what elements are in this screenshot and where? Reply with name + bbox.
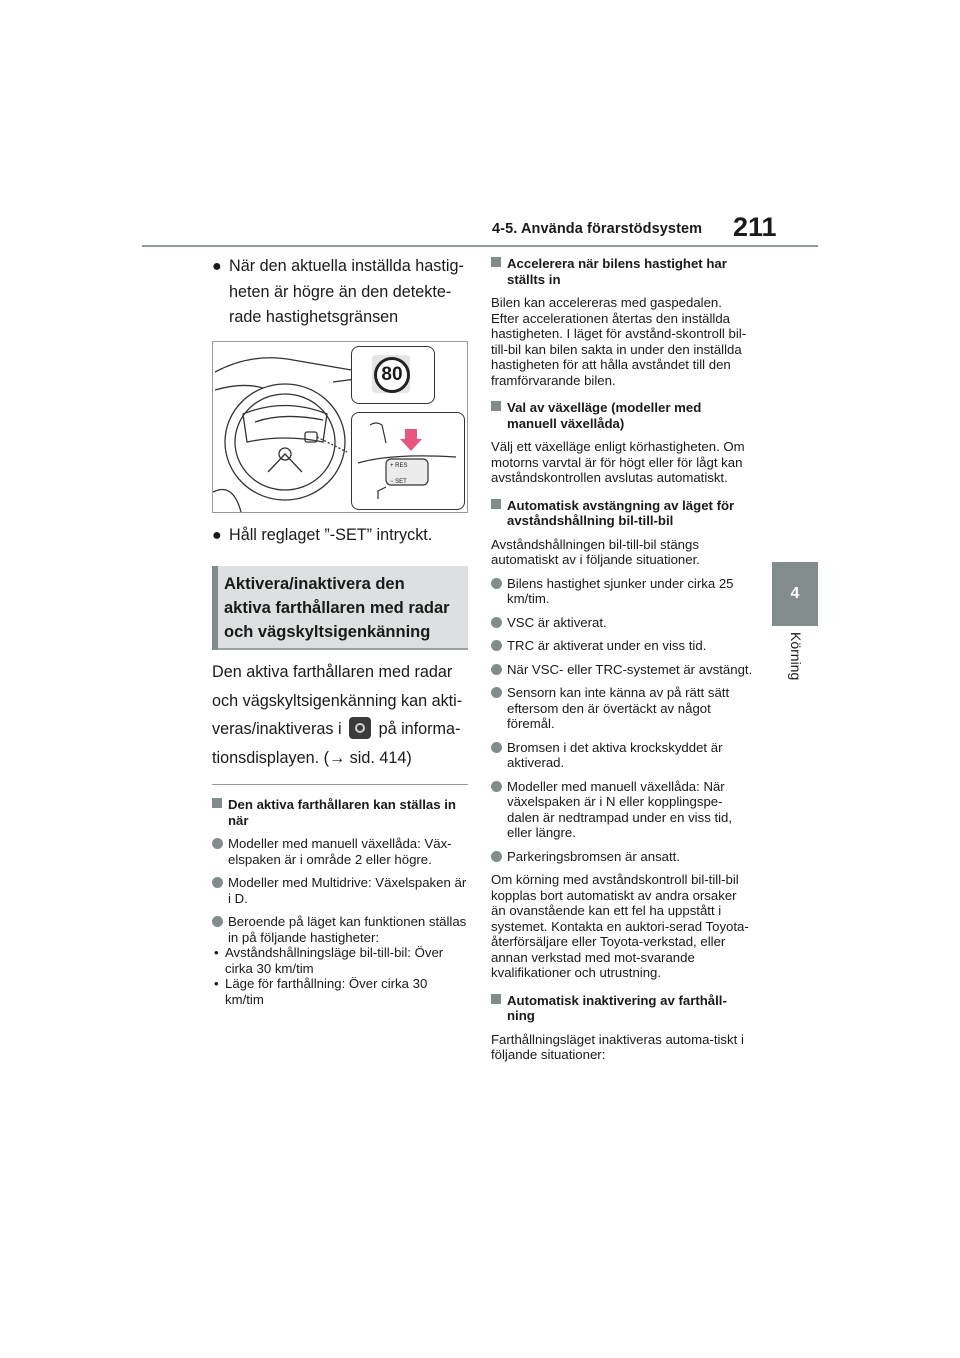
- circle-bullet-icon: [491, 687, 502, 698]
- circle-bullet-icon: [491, 851, 502, 862]
- note-paragraph: Välj ett växelläge enligt körhastigheten. Om motorns varvtal är för högt eller för lågt kan avståndskontrollen avslutas automatiskt.: [491, 439, 745, 485]
- inset-switch: [351, 412, 465, 510]
- note-paragraph: Bilen kan accelereras med gaspedalen. Efter accelerationen återtas den inställda hastigheten. I läget för avstånd-skontroll bil-till-bil kan bilen sakta in under den inställda hastigheten för att hålla avståndet till den framförvarande bilen.: [491, 295, 747, 388]
- circle-bullet-icon: [491, 617, 502, 628]
- note-item: [491, 849, 753, 865]
- note-item: [212, 914, 468, 945]
- sub-bullet-icon: •: [214, 976, 219, 992]
- note-paragraph: Avståndshållningen bil-till-bil stängs automatiskt av i följande situationer.: [491, 536, 700, 567]
- note-heading-text: Den aktiva farthållaren kan ställas in när: [228, 797, 456, 828]
- note-paragraph: Farthållningsläget inaktiveras automa-tiskt i följande situationer:: [491, 1031, 744, 1062]
- note-item-text: Bilens hastighet sjunker under cirka 25 km/tim.: [507, 575, 734, 606]
- switch-minus-label: − SET: [390, 478, 407, 485]
- steering-wheel-illustration: [212, 341, 468, 513]
- section-heading: [212, 566, 468, 650]
- note-subitem-text: Avståndshållningsläge bil-till-bil: Över cirka 30 km/tim: [225, 945, 444, 976]
- circle-bullet-icon: [212, 877, 223, 888]
- bullet-line: rade hastighetsgränsen: [229, 308, 399, 326]
- paragraph-fragment: veras/inaktiveras i: [212, 720, 342, 739]
- paragraph-line: Den aktiva farthållaren med radar: [212, 663, 453, 681]
- note-heading-text: Accelerera när bilens hastighet har ställts in: [507, 256, 727, 287]
- note-subitem: [212, 945, 468, 976]
- circle-bullet-icon: [491, 578, 502, 589]
- note-heading: [491, 256, 753, 287]
- note-heading-text: Automatisk avstängning av läget för avståndshållning bil-till-bil: [507, 497, 735, 528]
- settings-gear-icon: [349, 717, 371, 739]
- note-item-text: Modeller med manuell växellåda: Väx-elspaken är i område 2 eller högre.: [228, 836, 452, 867]
- header-divider: [142, 245, 818, 247]
- right-column: [491, 256, 753, 1063]
- heading-accent-bar: [212, 566, 218, 650]
- square-marker-icon: [491, 401, 501, 411]
- note-subitem-text: Läge för farthållning: Över cirka 30 km/tim: [225, 976, 428, 1007]
- note-item-text: Bromsen i det aktiva krockskyddet är aktiverad.: [507, 739, 723, 770]
- note-heading-text: Val av växelläge (modeller med manuell växellåda): [507, 400, 702, 431]
- note-divider: [212, 784, 468, 785]
- note-item: [491, 662, 753, 678]
- note-item-text: Parkeringsbromsen är ansatt.: [507, 848, 680, 864]
- heading-line: Aktivera/inaktivera den: [224, 575, 405, 593]
- circle-bullet-icon: [491, 742, 502, 753]
- chapter-tab: [772, 562, 818, 626]
- press-arrow-icon: [400, 429, 422, 451]
- note-item: [491, 576, 753, 607]
- circle-bullet-icon: [212, 838, 223, 849]
- circle-bullet-icon: [212, 916, 223, 927]
- inset-speed-sign: [351, 346, 435, 404]
- note-heading-text: Automatisk inaktivering av farthåll-ning: [507, 992, 727, 1023]
- note-heading: [491, 993, 753, 1024]
- bullet-line: heten är högre än den detekte-: [229, 282, 452, 301]
- speed-limit-sign: 80: [374, 357, 410, 393]
- activation-paragraph: [212, 658, 468, 772]
- note-item-text: Sensorn kan inte känna av på rätt sätt eftersom den är övertäckt av något föremål.: [507, 685, 730, 731]
- paragraph-fragment: på informa-: [378, 720, 461, 739]
- square-marker-icon: [491, 994, 501, 1004]
- paragraph-line: tionsdisplayen. (→ sid. 414): [212, 748, 412, 767]
- note-paragraph: Om körning med avståndskontroll bil-till-bil kopplas bort automatiskt av andra orsaker än ovanstående kan ett fel ha uppstått i systemet. Kontakta en auktori-serad Toyota-återförsäljare eller Toyota-verkstad, eller annan verkstad med mot-svarande kvalifikationer och utrustning.: [491, 872, 749, 980]
- square-marker-icon: [491, 257, 501, 267]
- note-item: [491, 685, 753, 732]
- circle-bullet-icon: [491, 640, 502, 651]
- chapter-number: 4: [790, 585, 800, 602]
- paragraph-line: och vägskyltsigenkänning kan akti-: [212, 691, 463, 710]
- note-item-text: Beroende på läget kan funktionen ställas in på följande hastigheter:: [228, 914, 467, 945]
- note-item: [491, 638, 753, 654]
- section-title: 4-5. Använda förarstödsystem: [492, 221, 703, 237]
- note-item-text: Modeller med manuell växellåda: När växelspaken är i N eller kopplingspe-dalen är nedtrampad under en viss tid, eller längre.: [507, 778, 733, 840]
- heading-line: och vägskyltsigenkänning: [224, 623, 431, 641]
- page-number: 211: [733, 212, 777, 242]
- note-item: [491, 615, 753, 631]
- chapter-label: [784, 632, 806, 692]
- bullet-text: Håll reglaget ”-SET” intryckt.: [229, 525, 433, 544]
- note-heading: [491, 400, 753, 431]
- sub-bullet-icon: •: [214, 945, 219, 961]
- note-item: [491, 740, 753, 771]
- note-item-text: TRC är aktiverat under en viss tid.: [507, 638, 707, 653]
- circle-bullet-icon: [491, 664, 502, 675]
- note-heading: [491, 498, 753, 529]
- left-column: [212, 254, 468, 1007]
- note-item-text: VSC är aktiverat.: [507, 614, 607, 630]
- bullet-speed-higher: [212, 254, 468, 331]
- note-item-text: Modeller med Multidrive: Växelspaken är i D.: [228, 875, 467, 906]
- note-item: [212, 875, 468, 906]
- bullet-dot-icon: ●: [212, 526, 222, 544]
- note-item: [212, 836, 468, 867]
- heading-line: aktiva farthållaren med radar: [224, 599, 450, 617]
- bullet-line: När den aktuella inställda hastig-: [229, 257, 464, 275]
- chapter-label-text: Körning: [788, 632, 804, 681]
- square-marker-icon: [212, 798, 222, 808]
- bullet-dot-icon: ●: [212, 258, 222, 275]
- circle-bullet-icon: [491, 781, 502, 792]
- note-heading: [212, 797, 468, 828]
- note-item-text: När VSC- eller TRC-systemet är avstängt.: [507, 661, 753, 677]
- square-marker-icon: [491, 499, 501, 509]
- note-subitem: [212, 976, 468, 1007]
- paragraph-line: [212, 715, 468, 744]
- switch-plus-label: + RES: [390, 462, 408, 469]
- bullet-hold-set: [212, 523, 468, 549]
- note-item: [491, 779, 753, 841]
- switch-lever-drawing: [352, 413, 462, 507]
